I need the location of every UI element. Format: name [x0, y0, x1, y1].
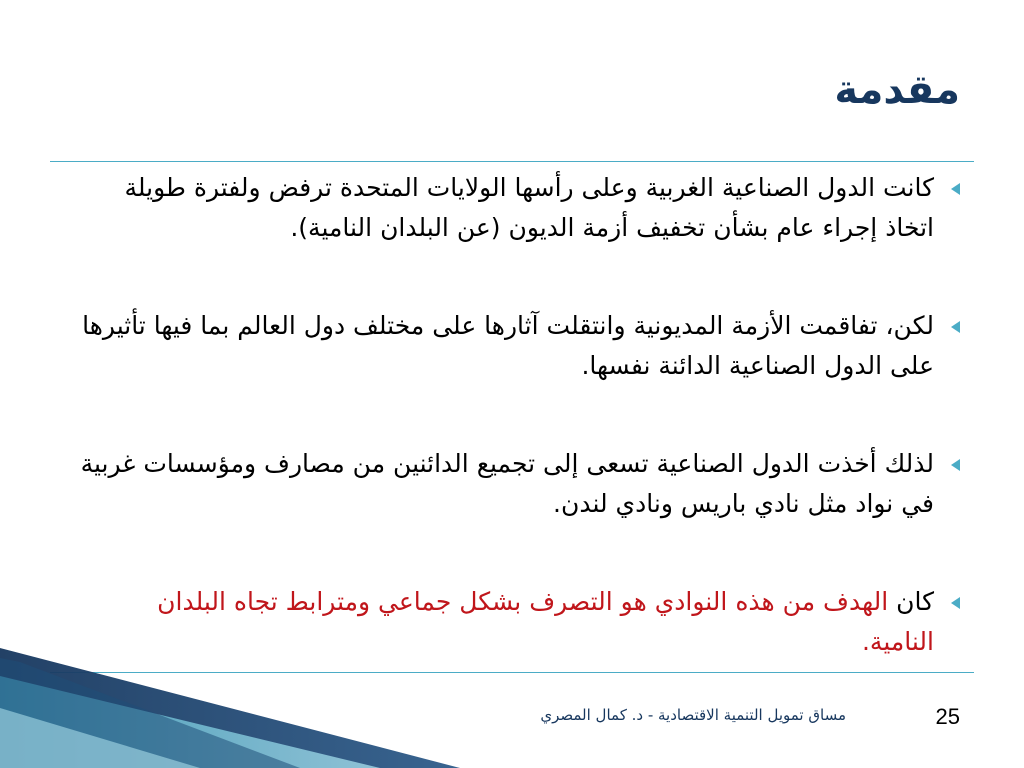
- bullet-text-2: لكن، تفاقمت الأزمة المديونية وانتقلت آثارها على مختلف دول العالم بما فيها تأثيرها على الدول الصناعية الدائنة نفسها.: [82, 311, 934, 380]
- bullet-item-2: [80, 306, 960, 386]
- top-divider: [50, 161, 974, 162]
- bullet-item-3: [80, 444, 960, 524]
- bullet-text-3: لذلك أخذت الدول الصناعية تسعى إلى تجميع الدائنين من مصارف ومؤسسات غربية في نواد مثل نادي باريس ونادي لندن.: [80, 449, 934, 518]
- slide-title: مقدمة: [834, 67, 960, 113]
- bullet-item-1: [80, 168, 960, 248]
- corner-decoration: [0, 648, 460, 768]
- triangle-left-icon: [951, 459, 960, 471]
- footer-course-title: مساق تمويل التنمية الاقتصادية - د. كمال المصري: [540, 706, 846, 724]
- bullet-text-4: الهدف من هذه النوادي هو التصرف بشكل جماعي ومترابط تجاه البلدان النامية.: [157, 587, 934, 656]
- bullet-text-4-prefix: كان: [888, 587, 934, 616]
- page-number: 25: [935, 704, 960, 729]
- triangle-left-icon: [951, 183, 960, 195]
- bullet-list: [80, 168, 960, 662]
- triangle-left-icon: [951, 597, 960, 609]
- bullet-text-1: كانت الدول الصناعية الغربية وعلى رأسها الولايات المتحدة ترفض ولفترة طويلة اتخاذ إجراء عام بشأن تخفيف أزمة الديون (عن البلدان النامية).: [124, 173, 934, 242]
- triangle-left-icon: [951, 321, 960, 333]
